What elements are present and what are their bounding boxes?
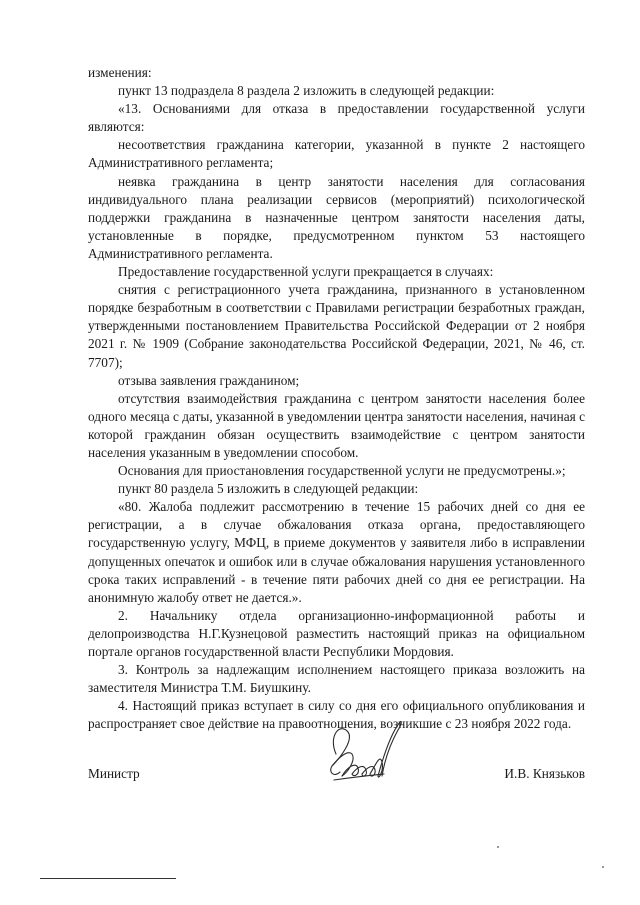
paragraph-termination-reason-3: отсутствия взаимодействия гражданина с центром занятости населения более одного месяца с даты, указанной в уведомлении центра занятости населения, начиная с которой гражданин обязан осуществить взаимодействие с центром занятости населения указанным в уведомлении способом. xyxy=(88,390,585,460)
paragraph-termination-reason-1: снятия с регистрационного учета гражданина, признанного в установленном порядке безработным в соответствии с Правилами регистрации безработных граждан, утвержденными постановлением Правительства Российской Федерации от 2 ноября 2021 г. № 1909 (Собрание законодательства Российской Федерации, 2021, № 46, ст. 7707); xyxy=(88,282,585,370)
paragraph-item-80-text: «80. Жалоба подлежит рассмотрению в течение 15 рабочих дней со дня ее регистрации, а в случае обжалования отказа органа, предоставляющего государственную услугу, МФЦ, в приеме документов у заявителя либо в исправлении допущенных опечаток и ошибок или в случае обжалования нарушения установленного срока таких исправлений - в течение пяти рабочих дней со дня ее регистрации. На анонимную жалобу ответ не дается.». xyxy=(88,499,585,605)
paragraph-order-3: 3. Контроль за надлежащим исполнением настоящего приказа возложить на заместителя Министра Т.М. Биушкину. xyxy=(88,662,585,696)
paragraph-suspension: Основания для приостановления государственной услуги не предусмотрены.»; xyxy=(118,463,566,479)
scan-speck xyxy=(602,866,604,868)
paragraph-termination-reason-2: отзыва заявления гражданином; xyxy=(118,372,300,388)
paragraph-refusal-reason-2: неявка гражданина в центр занятости населения для согласования индивидуального плана реализации сервисов (мероприятий) психологической поддержки гражданина в назначенные центром занятости населения даты, установленные в порядке, предусмотренном пунктом 53 настоящего Административного регламента. xyxy=(88,173,585,261)
paragraph-order-2: 2. Начальнику отдела организационно-информационной работы и делопроизводства Н.Г.Кузнецовой разместить настоящий приказ на официальном портале органов государственной власти Республики Мордовия. xyxy=(88,607,585,659)
document-body xyxy=(88,64,585,733)
paragraph-order-4: 4. Настоящий приказ вступает в силу со дня его официального опубликования и распространяет свое действие на правоотношения, возникшие с 23 ноября 2022 года. xyxy=(88,698,585,732)
handwritten-signature xyxy=(318,714,408,794)
scan-speck xyxy=(497,846,499,848)
paragraph-item-13-heading: пункт 13 подраздела 8 раздела 2 изложить в следующей редакции: xyxy=(118,83,495,99)
footnote-separator xyxy=(40,878,176,879)
paragraph-item-80-heading: пункт 80 раздела 5 изложить в следующей редакции: xyxy=(118,481,419,497)
paragraph-termination-heading: Предоставление государственной услуги прекращается в случаях: xyxy=(118,264,494,280)
paragraph-item-13-text: «13. Основаниями для отказа в предоставлении государственной услуги являются: xyxy=(88,101,585,135)
paragraph-intro: изменения: xyxy=(88,65,152,80)
paragraph-refusal-reason-1: несоответствия гражданина категории, указанной в пункте 2 настоящего Административного регламента; xyxy=(88,137,585,171)
position-title: Министр xyxy=(88,766,140,781)
signatory-name: И.В. Князьков xyxy=(504,766,585,781)
